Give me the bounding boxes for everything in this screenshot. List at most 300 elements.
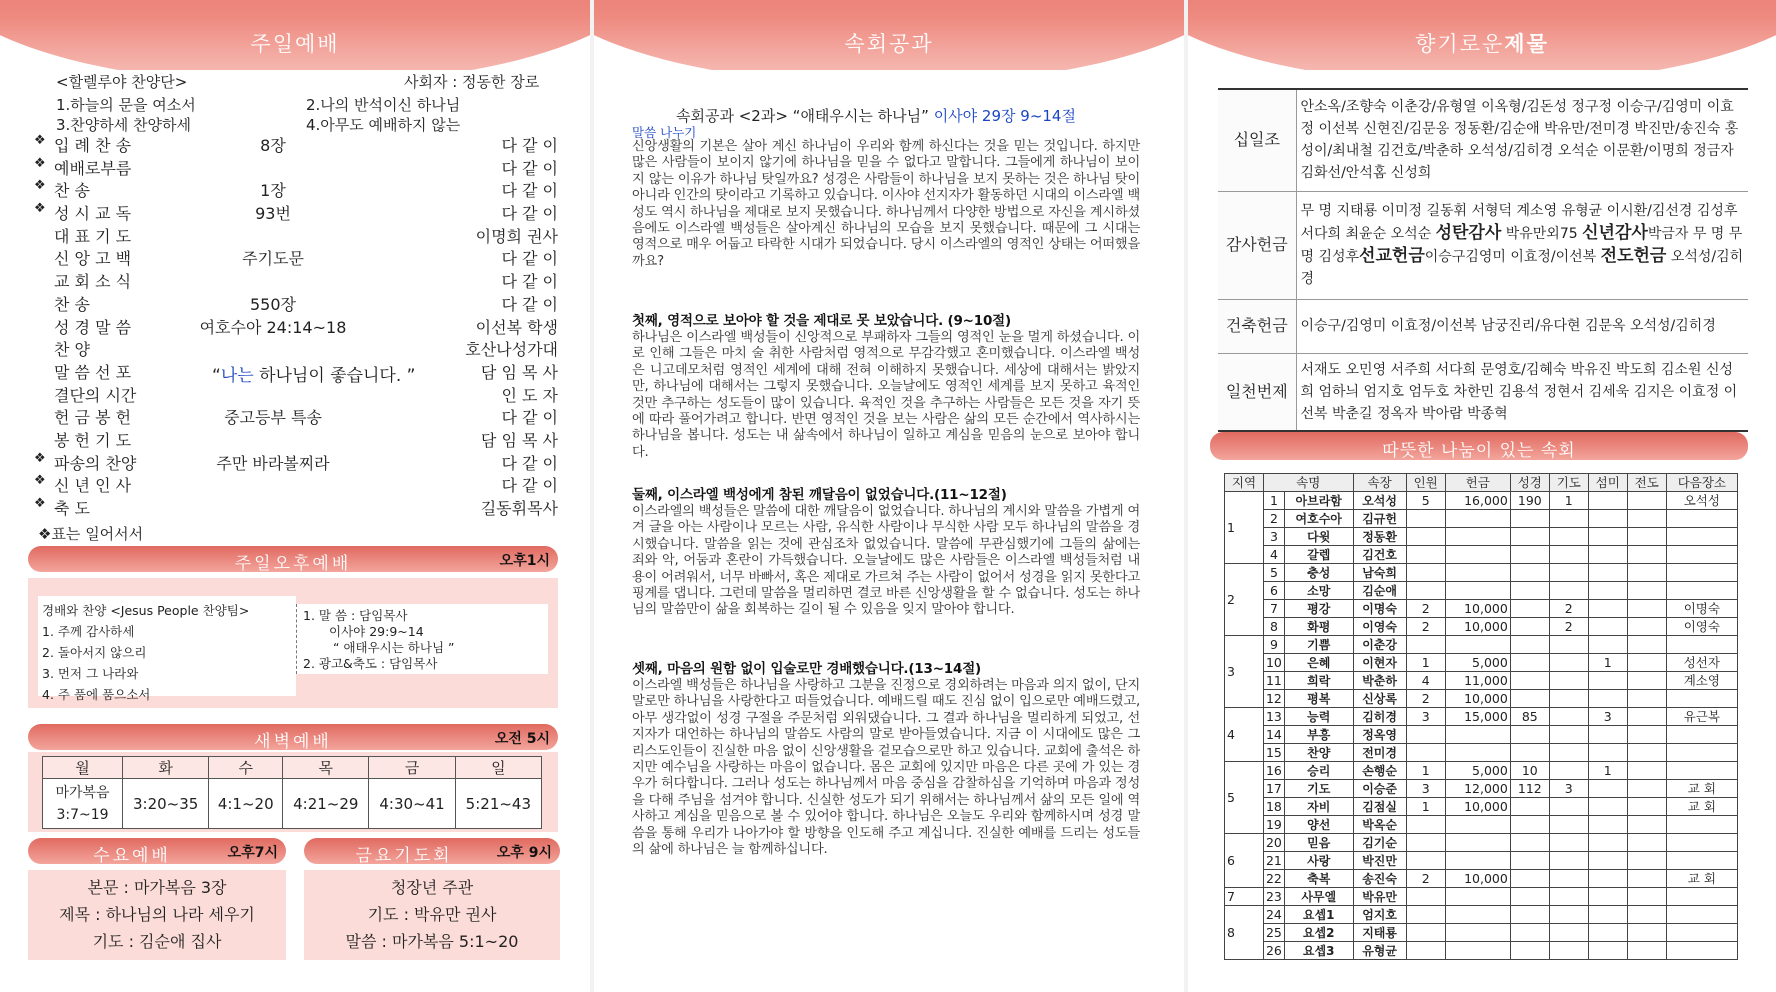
- table-cell: 지태룡: [1353, 924, 1406, 942]
- table-cell: [1588, 798, 1627, 816]
- column-header: 속명: [1263, 474, 1353, 492]
- order-item: 찬 송: [54, 181, 90, 201]
- table-cell: 김히경: [1353, 708, 1406, 726]
- table-cell: 190: [1510, 492, 1549, 510]
- table-cell: 9: [1263, 636, 1284, 654]
- table-cell: 이영숙: [1666, 618, 1737, 636]
- table-cell: 송진숙: [1353, 870, 1406, 888]
- praise-team: 경배와 찬양 <Jesus People 찬양팀>: [42, 603, 250, 618]
- region-cell: 5: [1225, 762, 1264, 834]
- point-1-text: 하나님은 이스라엘 백성들이 신앙적으로 부패하자 그들의 영적인 눈을 멀게 하셨습니다. 이로 인해 그들은 마치 술 취한 사람처럼 영적으로 무감각했고 혼미했습니다. 이스라엘 백성은 니고데모처럼 영적인 세계에 대해 전혀 이해하지 못했습니다. 세상에 대해서는 밝았지만, 하나님에 대해서는 그렇지 못했습니다. 오늘날에도 영적인 세계를 보지 못하고 육적인 것만 추구하는 성도들이 많이 있습니다. 육적인 것을 추구하는 사람들은 모든 것을 자기 뜻에 따라 풀어가려고 합니다. 반면 영적인 것을 보는 사람은 삶의 모든 순간에서 역사하시는 하나님을 봅니다. 성도는 내 삶속에서 하나님이 일하고 계심을 믿음의 눈으로 보아야 합니다.: [632, 330, 1140, 460]
- point-3-text: 이스라엘 백성들은 하나님을 사랑하고 그분을 진정으로 경외하려는 마음과 의지 없이, 단지 말로만 하나님을 사랑한다고 떠들었습니다. 예배드릴 때도 진심 없이 입으로만 예배드렸고, 아무 생각없이 성경 구절을 주문처럼 외워댔습니다. 그 결과 하나님을 멀리하게 되었고, 선지자가 대언하는 하나님의 말씀도 사람의 말로 받아들였습니다. 지금 이 시대에도 많은 그리스도인들이 진실한 마음 없이 신앙생활을 겉모습으로만 하고 있습니다. 교회에 출석은 하지만 예수님을 사랑하는 마음이 없습니다. 몸은 교회에 있지만 마음은 다른 곳에 가 있는 경우가 허다합니다. 그러나 성도는 하나님께서 마음 중심을 감찰하심을 기억하며 마음과 정성을 다해 주님을 섬겨야 합니다. 신실한 성도가 되기 위해서는 하나님께서 삶의 모든 일에 역사하고 계심을 믿음으로 볼 수 있어야 합니다. 하나님은 오늘도 우리와 함께하시며 성경 말씀을 통해 우리가 나아가야 할 방향을 인도해 주고 계십니다. 진실한 예배를 드리는 성도들의 삶에 하나님은 늘 함께하십니다.: [632, 678, 1140, 858]
- day-cell: 금: [369, 757, 455, 779]
- banner-lesson: [594, 0, 1184, 70]
- table-cell: [1406, 816, 1445, 834]
- table-cell: 26: [1263, 942, 1284, 960]
- table-cell: [1627, 654, 1666, 672]
- table-row: [1225, 780, 1738, 798]
- table-cell: 85: [1510, 708, 1549, 726]
- table-cell: [1549, 906, 1588, 924]
- point-3-heading: 셋째, 마음의 원함 없이 입술로만 경배했습니다.(13~14절): [632, 661, 982, 677]
- table-cell: [1406, 546, 1445, 564]
- table-cell: [1445, 942, 1510, 960]
- table-cell: 정동환: [1353, 528, 1406, 546]
- table-cell: [1627, 870, 1666, 888]
- small-group-header: [1210, 432, 1748, 460]
- sermon-line: 이사야 29:9~14: [329, 624, 424, 639]
- table-cell: 김점실: [1353, 798, 1406, 816]
- table-cell: 1: [1406, 654, 1445, 672]
- table-cell: 5: [1263, 564, 1284, 582]
- table-cell: 112: [1510, 780, 1549, 798]
- afternoon-praise: [38, 596, 296, 702]
- region-cell: 2: [1225, 564, 1264, 636]
- order-row: [34, 450, 558, 474]
- table-cell: 성선자: [1666, 654, 1737, 672]
- table-cell: 김순애: [1353, 582, 1406, 600]
- order-row: [38, 224, 558, 247]
- table-cell: [1627, 600, 1666, 618]
- table-cell: [1588, 564, 1627, 582]
- offering-type: 감사헌금: [1218, 191, 1296, 299]
- order-leader: 이선복 학생: [475, 317, 558, 337]
- table-cell: [1588, 942, 1627, 960]
- table-cell: 김기순: [1353, 834, 1406, 852]
- table-row: [1225, 708, 1738, 726]
- table-cell: [1445, 726, 1510, 744]
- order-leader: 다 같 이: [501, 249, 558, 269]
- table-cell: [1406, 744, 1445, 762]
- table-row: [1225, 924, 1738, 942]
- table-cell: [1666, 690, 1737, 708]
- table-cell: [1510, 654, 1549, 672]
- friday-prayer: 기도 : 박유만 권사: [367, 905, 497, 924]
- banner-offering: [1188, 0, 1776, 70]
- table-cell: 1: [1406, 798, 1445, 816]
- table-cell: [1666, 762, 1737, 780]
- sermon-title-rest: 하나님이 좋습니다. ”: [253, 366, 416, 386]
- order-row: [38, 315, 558, 338]
- order-item: 찬 양: [54, 340, 90, 360]
- table-cell: 4: [1263, 546, 1284, 564]
- table-cell: [1627, 924, 1666, 942]
- table-cell: 5,000: [1445, 762, 1510, 780]
- table-cell: 이명숙: [1353, 600, 1406, 618]
- order-item: 결단의 시간: [54, 385, 137, 405]
- order-row: [38, 337, 558, 360]
- table-row: [1225, 510, 1738, 528]
- order-row: [38, 246, 558, 269]
- stand-mark: ❖: [34, 155, 46, 171]
- table-cell: 7: [1263, 600, 1284, 618]
- table-cell: [1510, 888, 1549, 906]
- worship-column: [0, 0, 590, 992]
- table-cell: [1510, 690, 1549, 708]
- table-cell: [1627, 762, 1666, 780]
- lesson-reference: 이사야 29장 9~14절: [933, 107, 1076, 125]
- table-cell: [1549, 672, 1588, 690]
- table-cell: [1588, 582, 1627, 600]
- table-row: [1225, 942, 1738, 960]
- table-cell: 다윗: [1284, 528, 1353, 546]
- table-cell: 계소영: [1666, 672, 1737, 690]
- table-cell: [1666, 834, 1737, 852]
- order-item: 성 시 교 독: [54, 204, 132, 224]
- order-leader: 다 같 이: [501, 181, 558, 201]
- region-cell: 3: [1225, 636, 1264, 708]
- offering-names-text: 무 명 지태룡 이미정 길동휘 서형덕 계소영 유형균 이시환/김선경 김성후 서다희 최윤순 오석순: [1300, 203, 1738, 242]
- table-cell: 엄지호: [1353, 906, 1406, 924]
- table-cell: [1549, 744, 1588, 762]
- table-cell: [1549, 690, 1588, 708]
- offering-subtype: 전도헌금: [1600, 246, 1667, 266]
- table-row: [1225, 600, 1738, 618]
- friday-header: [304, 838, 560, 864]
- praise-song: 4. 주 품에 품으소서: [42, 687, 151, 702]
- table-row: [1225, 690, 1738, 708]
- table-cell: [1549, 870, 1588, 888]
- table-cell: [1445, 906, 1510, 924]
- order-leader: 다 같 이: [501, 408, 558, 428]
- offering-names: 안소옥/조향숙 이춘강/유형열 이옥형/김돈성 정구정 이승구/김영미 이효정 이선복 신현진/김문옹 정동환/김순애 박유만/전미경 박진만/송진숙 홍성이/최내철 김건호/박춘하 오석성/김히경 오석순 이문환/이명희 정금자 김화선/안석홈 신성희: [1296, 89, 1748, 191]
- table-cell: [1627, 744, 1666, 762]
- order-of-worship: [34, 133, 558, 519]
- offering-names: [1296, 191, 1748, 299]
- song-2: 2.나의 반석이신 하나님: [306, 96, 461, 114]
- table-cell: 10: [1263, 654, 1284, 672]
- song-4: 4.아무도 예배하지 않는: [306, 116, 461, 134]
- afternoon-header: [28, 546, 558, 572]
- table-cell: [1627, 510, 1666, 528]
- table-cell: 1: [1406, 762, 1445, 780]
- table-cell: [1510, 798, 1549, 816]
- table-cell: [1406, 834, 1445, 852]
- table-row: [1225, 870, 1738, 888]
- table-cell: 22: [1263, 870, 1284, 888]
- point-1-heading: 첫째, 영적으로 보아야 할 것을 제대로 못 보았습니다. (9~10절): [632, 313, 1011, 329]
- table-cell: [1588, 888, 1627, 906]
- column-header: 속장: [1353, 474, 1406, 492]
- table-cell: 18: [1263, 798, 1284, 816]
- order-detail: 550장: [250, 294, 296, 314]
- table-cell: 요셉2: [1284, 924, 1353, 942]
- table-cell: 4: [1406, 672, 1445, 690]
- table-cell: [1627, 906, 1666, 924]
- dawn-ref: 4:1~20: [209, 779, 283, 829]
- table-cell: [1627, 528, 1666, 546]
- order-detail: 여호수아 24:14~18: [199, 317, 347, 337]
- order-detail: 1장: [260, 181, 286, 201]
- table-cell: 박춘하: [1353, 672, 1406, 690]
- table-cell: 19: [1263, 816, 1284, 834]
- table-cell: 아브라함: [1284, 492, 1353, 510]
- presider: 사회자 : 정동한 장로: [404, 73, 540, 91]
- table-cell: 교 회: [1666, 870, 1737, 888]
- column-header: 헌금: [1445, 474, 1510, 492]
- table-cell: 10,000: [1445, 618, 1510, 636]
- table-cell: 찬양: [1284, 744, 1353, 762]
- column-header: 지역: [1225, 474, 1264, 492]
- order-item: 예배로부름: [54, 158, 132, 178]
- table-row: [1225, 582, 1738, 600]
- table-cell: 10: [1510, 762, 1549, 780]
- table-cell: 축복: [1284, 870, 1353, 888]
- table-cell: [1588, 780, 1627, 798]
- afternoon-box: [28, 578, 558, 708]
- table-cell: [1445, 834, 1510, 852]
- table-cell: 갈렙: [1284, 546, 1353, 564]
- table-cell: [1627, 816, 1666, 834]
- column-header: 기도: [1549, 474, 1588, 492]
- order-detail: 중고등부 특송: [224, 408, 322, 428]
- table-cell: 요셉1: [1284, 906, 1353, 924]
- lesson-heading: [676, 105, 1076, 126]
- offering-type: 일천번제: [1218, 353, 1296, 431]
- order-row: [34, 155, 558, 179]
- afternoon-time: 오후1시: [499, 553, 550, 569]
- table-row: [1225, 852, 1738, 870]
- table-cell: [1666, 744, 1737, 762]
- table-cell: [1510, 816, 1549, 834]
- region-cell: 4: [1225, 708, 1264, 762]
- offering-names-text: 이승구김영미 이효정/이선복: [1424, 249, 1601, 265]
- table-cell: 화평: [1284, 618, 1353, 636]
- offering-names: 이승구/김영미 이효정/이선복 남궁진리/유다현 김문옥 오석성/김히경: [1296, 299, 1748, 353]
- share-label: 말씀 나누기: [632, 125, 697, 140]
- table-cell: [1549, 528, 1588, 546]
- table-cell: [1510, 942, 1549, 960]
- table-cell: [1666, 726, 1737, 744]
- table-cell: [1445, 564, 1510, 582]
- praise-song: 1. 주께 감사하세: [42, 624, 135, 639]
- table-cell: [1406, 510, 1445, 528]
- dawn-ref: 5:21~43: [455, 779, 541, 829]
- table-cell: [1666, 888, 1737, 906]
- table-cell: [1510, 870, 1549, 888]
- table-cell: [1549, 654, 1588, 672]
- table-cell: 20: [1263, 834, 1284, 852]
- order-detail: 주기도문: [242, 249, 304, 269]
- table-cell: [1549, 564, 1588, 582]
- table-cell: 5,000: [1445, 654, 1510, 672]
- offering-type: 건축헌금: [1218, 299, 1296, 353]
- offering-names: 서재도 오민영 서주희 서다희 문영호/김혜숙 박유진 박도희 김소원 신성희 엄하늬 엄지호 엄두호 차한민 김용석 정현서 김세욱 김지은 이효정 이선복 박춘길 정옥자 박아람 박종혁: [1296, 353, 1748, 431]
- day-cell: 수: [209, 757, 283, 779]
- table-cell: 박유만: [1353, 888, 1406, 906]
- day-cell: 월: [43, 757, 123, 779]
- offering-subtype: 성탄감사: [1435, 223, 1502, 243]
- table-cell: [1549, 546, 1588, 564]
- song-1: 1.하늘의 문을 여소서: [56, 96, 196, 114]
- table-cell: [1549, 510, 1588, 528]
- sermon-line: 2. 광고&축도 : 담임목사: [303, 656, 438, 671]
- table-cell: 이춘강: [1353, 636, 1406, 654]
- table-cell: [1549, 942, 1588, 960]
- column-header: 전도: [1627, 474, 1666, 492]
- table-cell: [1627, 582, 1666, 600]
- column-header: 섬미: [1588, 474, 1627, 492]
- point-2-text: 이스라엘의 백성들은 말씀에 대한 깨달음이 없었습니다. 하나님의 계시와 말씀을 가볍게 여겨 글을 아는 사람이나 모르는 사람, 유식한 사람이나 무식한 사람 모두 하나님의 말씀을 경시했습니다. 말씀을 읽는 것에 관심조차 없었습니다. 말씀에 무관심했기에 그들의 삶에는 죄와 악, 어둠과 혼란이 가득했습니다. 오늘날에도 많은 사람들은 이스라엘 백성들처럼 내용이 어려워서, 너무 바빠서, 혹은 제대로 가르쳐 주는 사람이 없어서 성경을 읽지 못한다고 핑계를 댑니다. 그런데 말씀을 멀리하면 결코 바른 신앙생활을 할 수 없습니다. 성도는 하나님의 말씀만이 삶을 회복하는 길이 될 수 있음을 잊지 말아야 합니다.: [632, 504, 1140, 618]
- table-cell: [1666, 510, 1737, 528]
- table-cell: [1588, 672, 1627, 690]
- wednesday-time: 오후7시: [227, 845, 278, 861]
- order-item: 축 도: [54, 499, 90, 518]
- table-cell: [1510, 618, 1549, 636]
- table-cell: 6: [1263, 582, 1284, 600]
- table-cell: 2: [1406, 618, 1445, 636]
- afternoon-title: 주일오후예배: [234, 554, 352, 574]
- order-leader: 다 같 이: [501, 158, 558, 178]
- table-cell: [1549, 636, 1588, 654]
- table-cell: 11: [1263, 672, 1284, 690]
- table-cell: 이영숙: [1353, 618, 1406, 636]
- banner-title: 속회공과: [844, 32, 934, 56]
- table-cell: 신상록: [1353, 690, 1406, 708]
- table-cell: [1666, 942, 1737, 960]
- order-row: [34, 201, 558, 224]
- dawn-first-ref: 3:7~19: [56, 806, 109, 823]
- table-cell: [1510, 906, 1549, 924]
- table-cell: 유형균: [1353, 942, 1406, 960]
- table-cell: 16: [1263, 762, 1284, 780]
- praise-song: 2. 돌아서지 않으리: [42, 645, 147, 660]
- table-cell: 10,000: [1445, 798, 1510, 816]
- sermon-title-blue: 나는: [220, 366, 254, 386]
- stand-mark: ❖: [34, 473, 46, 489]
- order-row: [38, 292, 558, 315]
- table-cell: [1627, 834, 1666, 852]
- offering-names-text: 박금자 무 명 무 명 김성후: [1300, 226, 1743, 265]
- order-row: [34, 473, 558, 496]
- column-header: 성경: [1510, 474, 1549, 492]
- order-leader: 담 임 목 사: [480, 362, 558, 382]
- stand-mark: ❖: [34, 133, 46, 148]
- table-cell: [1588, 924, 1627, 942]
- region-cell: 7: [1225, 888, 1264, 906]
- table-cell: [1666, 582, 1737, 600]
- table-cell: 기도: [1284, 780, 1353, 798]
- table-cell: [1549, 924, 1588, 942]
- stand-mark: ❖: [34, 201, 46, 217]
- banner-title-b: 제물: [1504, 32, 1549, 56]
- order-item: 신 년 인 사: [54, 476, 132, 496]
- dawn-time: 오전 5시: [494, 731, 550, 747]
- table-cell: [1549, 582, 1588, 600]
- table-cell: 2: [1549, 618, 1588, 636]
- table-cell: 2: [1406, 690, 1445, 708]
- table-cell: 12: [1263, 690, 1284, 708]
- day-cell: 일: [455, 757, 541, 779]
- table-cell: 12,000: [1445, 780, 1510, 798]
- table-cell: [1666, 528, 1737, 546]
- table-cell: 3: [1406, 708, 1445, 726]
- table-cell: 15: [1263, 744, 1284, 762]
- table-row: [1225, 672, 1738, 690]
- table-cell: 3: [1406, 780, 1445, 798]
- column-header: 인원: [1406, 474, 1445, 492]
- table-cell: 14: [1263, 726, 1284, 744]
- table-cell: 양선: [1284, 816, 1353, 834]
- table-cell: 15,000: [1445, 708, 1510, 726]
- table-cell: 이현자: [1353, 654, 1406, 672]
- table-cell: 교 회: [1666, 780, 1737, 798]
- order-leader: 다 같 이: [501, 294, 558, 314]
- table-cell: 기쁨: [1284, 636, 1353, 654]
- table-cell: [1588, 816, 1627, 834]
- table-cell: [1510, 636, 1549, 654]
- table-row: [1225, 816, 1738, 834]
- table-row: [1225, 636, 1738, 654]
- song-3: 3.찬양하세 찬양하세: [56, 116, 192, 134]
- table-cell: [1588, 492, 1627, 510]
- table-row: [1225, 798, 1738, 816]
- table-cell: 부흥: [1284, 726, 1353, 744]
- dawn-table: [42, 756, 542, 829]
- dawn-header: [28, 724, 558, 750]
- table-cell: 사무엘: [1284, 888, 1353, 906]
- order-leader: 인 도 자: [501, 385, 558, 405]
- table-cell: 전미경: [1353, 744, 1406, 762]
- order-leader: 이명희 권사: [475, 226, 558, 246]
- table-cell: [1406, 924, 1445, 942]
- table-cell: [1588, 618, 1627, 636]
- table-cell: 믿음: [1284, 834, 1353, 852]
- order-row: [38, 269, 558, 292]
- table-cell: [1406, 528, 1445, 546]
- choir-name: <할렐루야 찬양단>: [56, 73, 188, 91]
- table-cell: 2: [1406, 600, 1445, 618]
- order-item: 대 표 기 도: [54, 226, 132, 246]
- order-row: [34, 178, 558, 201]
- table-cell: 3: [1549, 780, 1588, 798]
- table-cell: [1588, 726, 1627, 744]
- table-cell: [1588, 690, 1627, 708]
- table-cell: [1666, 852, 1737, 870]
- friday-box: [304, 870, 560, 960]
- monday-ref: [43, 779, 123, 829]
- dawn-title: 새벽예배: [254, 732, 332, 752]
- table-cell: [1549, 834, 1588, 852]
- table-cell: [1588, 834, 1627, 852]
- table-cell: 충성: [1284, 564, 1353, 582]
- table-cell: [1510, 924, 1549, 942]
- order-item: 입 례 찬 송: [54, 136, 132, 155]
- table-cell: 박진만: [1353, 852, 1406, 870]
- sermon-open-quote: “: [212, 366, 221, 386]
- table-cell: [1588, 906, 1627, 924]
- table-cell: 13: [1263, 708, 1284, 726]
- table-row: [1225, 618, 1738, 636]
- order-item: 찬 송: [54, 294, 90, 314]
- table-cell: [1510, 510, 1549, 528]
- table-cell: 1: [1263, 492, 1284, 510]
- table-cell: [1627, 690, 1666, 708]
- order-leader: 다 같 이: [501, 272, 558, 292]
- table-cell: 은혜: [1284, 654, 1353, 672]
- table-cell: [1510, 528, 1549, 546]
- order-leader: 다 같 이: [501, 204, 558, 224]
- table-cell: 정옥영: [1353, 726, 1406, 744]
- table-cell: 여호수아: [1284, 510, 1353, 528]
- table-cell: [1510, 546, 1549, 564]
- lesson-intro: 신앙생활의 기본은 살아 계신 하나님이 우리와 함께 하신다는 것을 믿는 것입니다. 하지만 많은 사람들이 보이지 않기에 하나님을 믿을 수 없다고 말합니다. 그들에게 하나님이 보이지 않는 이유가 하나님 탓일까요? 성경은 사람들이 하나님을 보지 못하는 것은 하나님 탓이 아니라 인간의 탓이라고 기록하고 있습니다. 이사야 선지자가 활동하던 시대의 이스라엘 백성도 역시 하나님을 제대로 보지 못했습니다. 하나님께서 다양한 방법으로 자신을 계시하셨음에도 이스라엘 백성들은 살아계신 하나님의 모습을 보지 못했습니다. 때문에 그 시대는 영적으로 매우 어둡고 타락한 시대가 되었습니다. 당시 이스라엘의 영적인 상태는 어떠했을까요?: [632, 139, 1140, 269]
- table-row: [1225, 726, 1738, 744]
- wednesday-prayer: 기도 : 김순애 집사: [92, 932, 222, 951]
- table-cell: [1588, 600, 1627, 618]
- region-cell: 1: [1225, 492, 1264, 564]
- dawn-ref: 4:30~41: [369, 779, 455, 829]
- table-header-row: [1225, 474, 1738, 492]
